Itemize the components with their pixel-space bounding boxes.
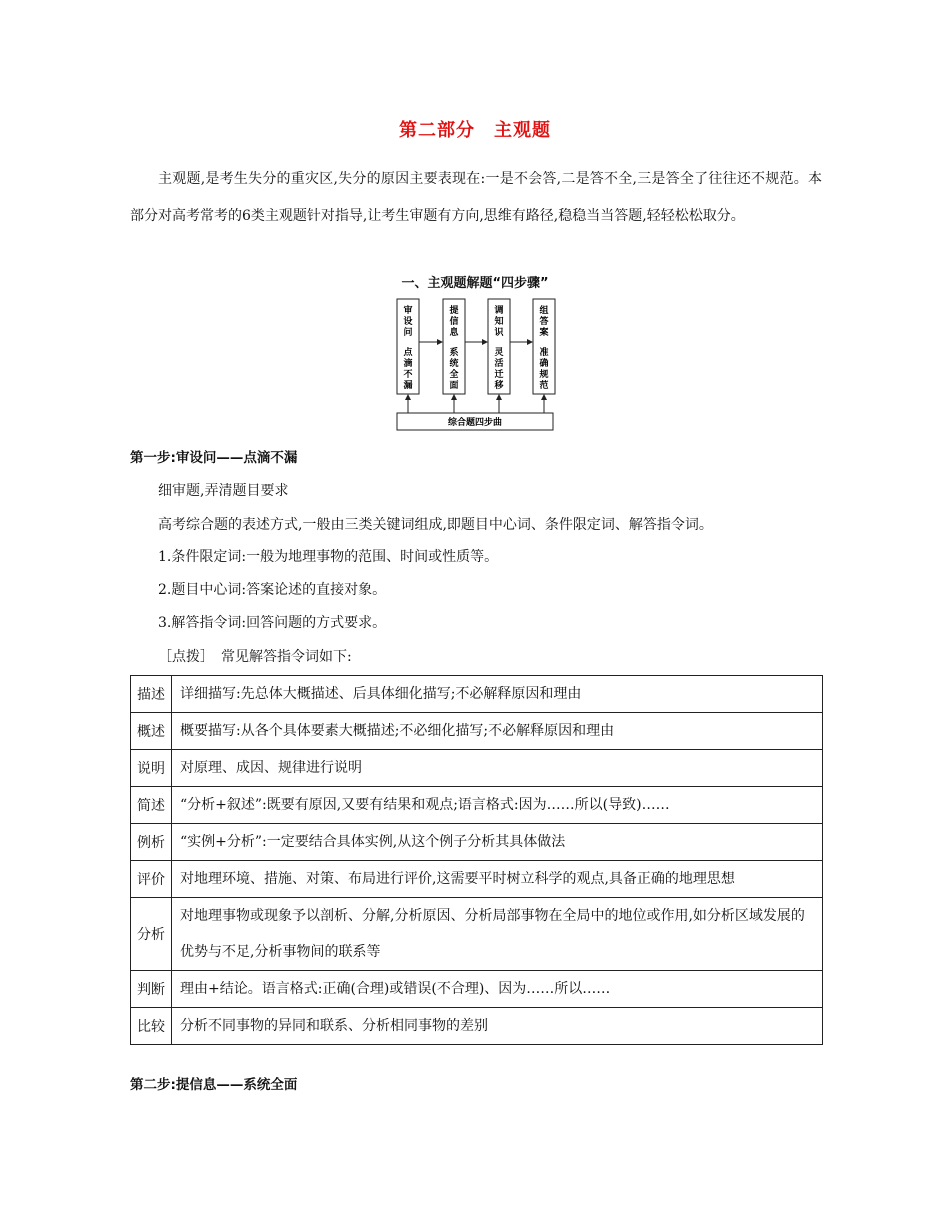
diagram-box-label-top: 审设问 (403, 306, 413, 338)
diagram-box-label-top: 提信息 (449, 306, 459, 338)
term-cell: 评价 (131, 861, 172, 898)
term-cell: 概述 (131, 713, 172, 750)
step1-heading: 第一步:审设问——点滴不漏 (130, 450, 298, 466)
table-row (131, 1008, 823, 1045)
instruction-words-table (130, 675, 823, 1045)
diagram-box-label-bottom: 准确规范 (539, 348, 549, 391)
diagram-box-label-bottom: 系统全面 (449, 348, 459, 391)
diagram-box-label-top: 调知识 (494, 306, 504, 338)
desc-cell: 概要描写:从各个具体要素大概描述;不必细化描写;不必解释原因和理由 (172, 713, 823, 750)
table-row (131, 750, 823, 787)
diagram-box-label-top: 组答案 (539, 306, 549, 338)
intro-paragraph: 主观题,是考生失分的重灾区,失分的原因主要表现在:一是不会答,二是答不全,三是答全了往往还不规范。本部分对高考常考的6类主观题针对指导,让考生审题有方向,思维有路径,稳稳当当答题,轻轻松松取分。 (130, 171, 822, 224)
step2-heading: 第二步:提信息——系统全面 (130, 1077, 298, 1093)
term-cell: 例析 (131, 824, 172, 861)
desc-cell: 对地理事物或现象予以剖析、分解,分析原因、分析局部事物在全局中的地位或作用,如分析区域发展的优势与不足,分析事物间的联系等 (172, 898, 823, 971)
step1-line-5: 3.解答指令词:回答问题的方式要求。 (158, 615, 387, 631)
term-cell: 分析 (131, 898, 172, 971)
desc-cell: 理由+结论。语言格式:正确(合理)或错误(不合理)、因为……所以…… (172, 971, 823, 1008)
page-title: 第二部分 主观题 (399, 120, 551, 141)
desc-cell: 详细描写:先总体大概描述、后具体细化描写;不必解释原因和理由 (172, 676, 823, 713)
table-row (131, 787, 823, 824)
step1-line-4: 2.题目中心词:答案论述的直接对象。 (158, 582, 387, 598)
section-title: 一、主观题解题“四步骤” (401, 276, 549, 291)
table-row (131, 713, 823, 750)
step1-line-1: 细审题,弄清题目要求 (158, 483, 289, 499)
desc-cell: “实例+分析”:一定要结合具体实例,从这个例子分析其具体做法 (172, 824, 823, 861)
four-steps-diagram (394, 292, 560, 432)
step1-line-2: 高考综合题的表述方式,一般由三类关键词组成,即题目中心词、条件限定词、解答指令词。 (158, 517, 713, 533)
diagram-box-label-bottom: 点滴不漏 (403, 348, 413, 391)
desc-cell: 分析不同事物的异同和联系、分析相同事物的差别 (172, 1008, 823, 1045)
step1-line-3: 1.条件限定词:一般为地理事物的范围、时间或性质等。 (158, 549, 499, 565)
desc-cell: 对原理、成因、规律进行说明 (172, 750, 823, 787)
desc-cell: 对地理环境、措施、对策、布局进行评价,这需要平时树立科学的观点,具备正确的地理思想 (172, 861, 823, 898)
term-cell: 判断 (131, 971, 172, 1008)
step1-line-6: ［点拨］ 常见解答指令词如下: (158, 649, 352, 665)
term-cell: 简述 (131, 787, 172, 824)
diagram-box-label-bottom: 灵活迁移 (494, 348, 504, 391)
diagram-base-label: 综合题四步曲 (447, 418, 503, 428)
desc-cell: “分析+叙述”:既要有原因,又要有结果和观点;语言格式:因为……所以(导致)…… (172, 787, 823, 824)
table-row (131, 971, 823, 1008)
table-row (131, 676, 823, 713)
term-cell: 描述 (131, 676, 172, 713)
term-cell: 比较 (131, 1008, 172, 1045)
term-cell: 说明 (131, 750, 172, 787)
table-row (131, 898, 823, 971)
table-row (131, 861, 823, 898)
table-row (131, 824, 823, 861)
